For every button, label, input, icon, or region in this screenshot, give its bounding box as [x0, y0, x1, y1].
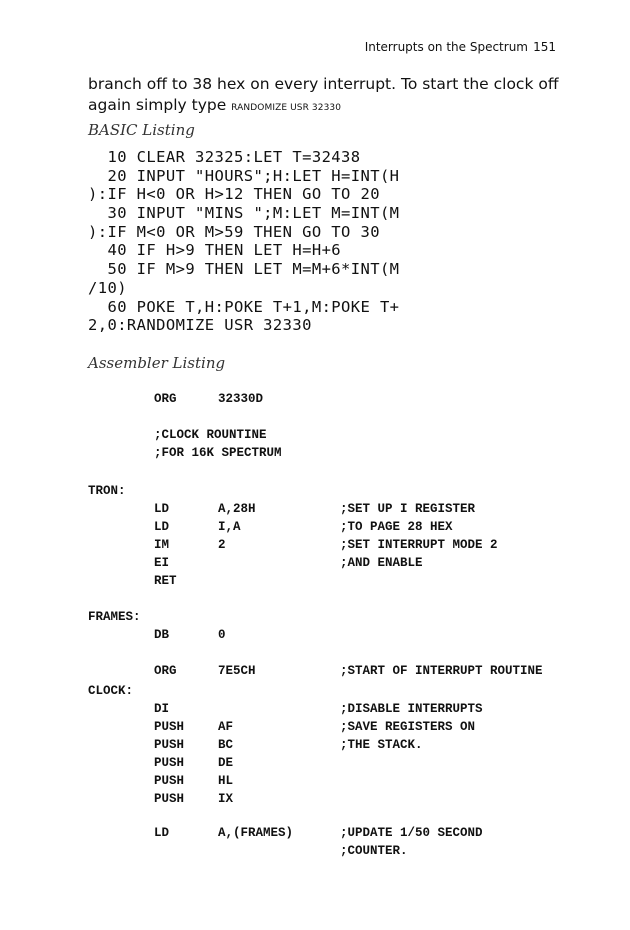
basic-line: 20 INPUT "HOURS";H:LET H=INT(H [88, 166, 400, 185]
running-header-title: Interrupts on the Spectrum [364, 40, 528, 54]
asm-opcode: RET [154, 574, 177, 588]
asm-operand: HL [218, 774, 234, 788]
asm-line [88, 428, 588, 446]
asm-line [88, 574, 588, 592]
asm-label: CLOCK: [88, 684, 134, 698]
asm-opcode: PUSH [154, 738, 185, 752]
asm-line [88, 446, 588, 464]
assembler-listing-heading: Assembler Listing [88, 354, 226, 372]
intro-command: RANDOMIZE USR 32330 [231, 103, 342, 113]
asm-opcode: LD [154, 502, 170, 516]
asm-line [88, 756, 588, 774]
intro-text: branch off to 38 hex on every interrupt. To start the clock off again simply type [88, 75, 559, 114]
asm-comment: ;TO PAGE 28 HEX [340, 520, 453, 534]
asm-opcode: ;FOR 16K SPECTRUM [154, 446, 282, 460]
asm-line [88, 538, 588, 556]
asm-operand: 32330D [218, 392, 264, 406]
basic-line: 60 POKE T,H:POKE T+1,M:POKE T+ [88, 297, 400, 316]
asm-line [88, 738, 588, 756]
basic-listing [88, 148, 399, 335]
basic-line: ):IF M<0 OR M>59 THEN GO TO 30 [88, 222, 380, 241]
asm-line [88, 484, 588, 502]
intro-paragraph [88, 74, 568, 119]
asm-opcode: PUSH [154, 792, 185, 806]
asm-line [88, 702, 588, 720]
basic-line: 50 IF M>9 THEN LET M=M+6*INT(M [88, 260, 400, 279]
asm-comment: ;DISABLE INTERRUPTS [340, 702, 483, 716]
asm-line [88, 720, 588, 738]
asm-comment: ;THE STACK. [340, 738, 423, 752]
asm-operand: A,(FRAMES) [218, 826, 294, 840]
asm-line [88, 502, 588, 520]
asm-line [88, 556, 588, 574]
asm-operand: I,A [218, 520, 241, 534]
asm-comment: ;SET UP I REGISTER [340, 502, 476, 516]
asm-opcode: PUSH [154, 756, 185, 770]
asm-opcode: DI [154, 702, 170, 716]
basic-line: 2,0:RANDOMIZE USR 32330 [88, 316, 312, 335]
asm-label: FRAMES: [88, 610, 141, 624]
page-number: 151 [533, 40, 556, 54]
asm-opcode: PUSH [154, 774, 185, 788]
asm-comment: ;SET INTERRUPT MODE 2 [340, 538, 498, 552]
asm-opcode: PUSH [154, 720, 185, 734]
asm-line [88, 826, 588, 844]
asm-opcode: ORG [154, 664, 177, 678]
asm-line [88, 684, 588, 702]
asm-line [88, 392, 588, 410]
asm-opcode: LD [154, 520, 170, 534]
asm-opcode: IM [154, 538, 170, 552]
asm-operand: 0 [218, 628, 226, 642]
basic-listing-heading: BASIC Listing [88, 121, 195, 139]
asm-line [88, 628, 588, 646]
asm-comment: ;SAVE REGISTERS ON [340, 720, 476, 734]
asm-comment: ;AND ENABLE [340, 556, 423, 570]
asm-operand: 7E5CH [218, 664, 256, 678]
asm-line [88, 774, 588, 792]
asm-opcode: ;CLOCK ROUNTINE [154, 428, 267, 442]
asm-comment: ;UPDATE 1/50 SECOND [340, 826, 483, 840]
asm-line [88, 610, 588, 628]
asm-operand: A,28H [218, 502, 256, 516]
asm-opcode: EI [154, 556, 170, 570]
asm-opcode: DB [154, 628, 170, 642]
asm-line [88, 844, 588, 862]
asm-line [88, 520, 588, 538]
asm-opcode: LD [154, 826, 170, 840]
asm-comment: ;START OF INTERRUPT ROUTINE [340, 664, 543, 678]
basic-line: 40 IF H>9 THEN LET H=H+6 [88, 241, 342, 260]
asm-operand: BC [218, 738, 234, 752]
basic-line: 30 INPUT "MINS ";M:LET M=INT(M [88, 204, 400, 223]
asm-opcode: ORG [154, 392, 177, 406]
asm-operand: DE [218, 756, 234, 770]
asm-line [88, 664, 588, 682]
asm-line [88, 792, 588, 810]
basic-line: /10) [88, 278, 127, 297]
asm-operand: AF [218, 720, 234, 734]
asm-operand: IX [218, 792, 234, 806]
basic-line: ):IF H<0 OR H>12 THEN GO TO 20 [88, 185, 380, 204]
asm-comment: ;COUNTER. [340, 844, 408, 858]
basic-line: 10 CLEAR 32325:LET T=32438 [88, 148, 361, 166]
asm-label: TRON: [88, 484, 126, 498]
asm-operand: 2 [218, 538, 226, 552]
